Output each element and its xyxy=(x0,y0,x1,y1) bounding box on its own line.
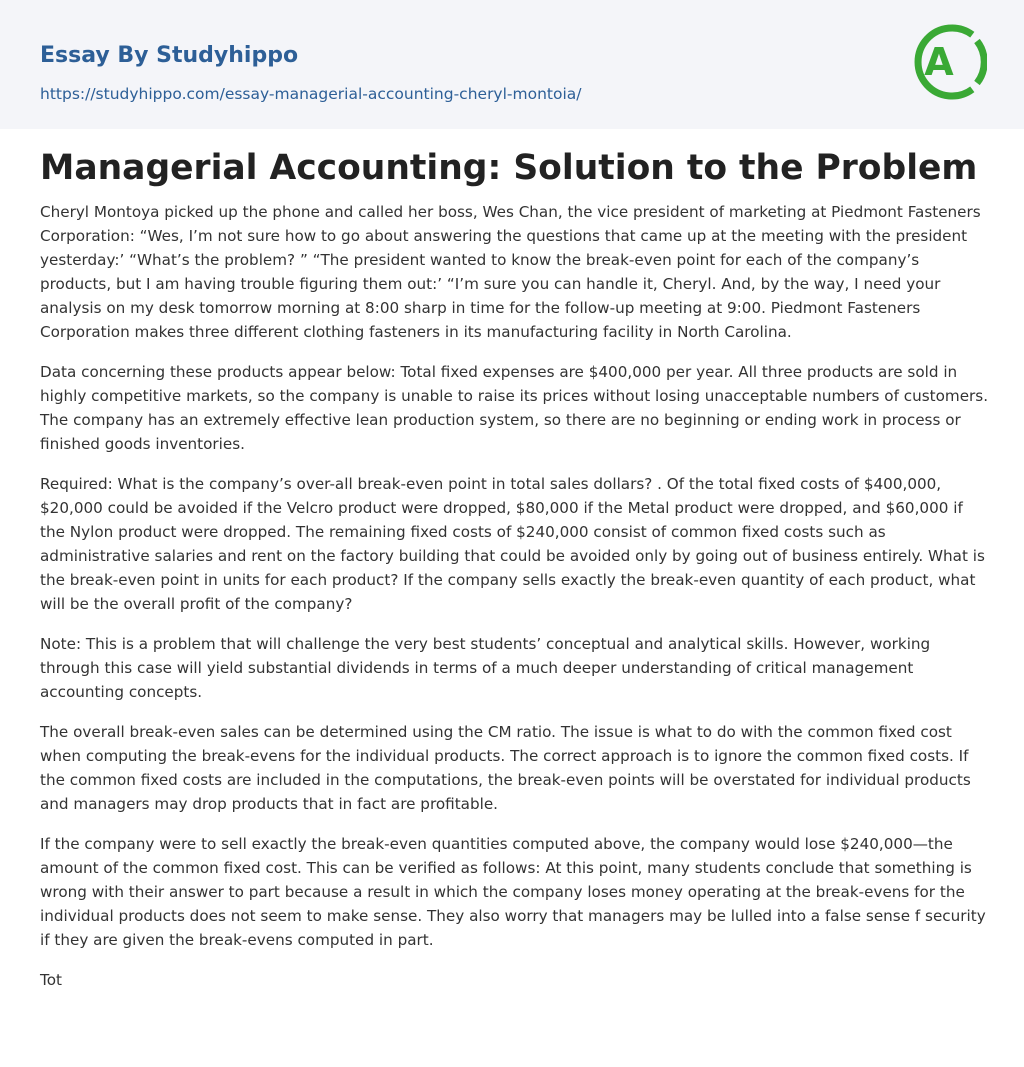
studyhippo-logo-icon[interactable] xyxy=(911,18,987,106)
article-body xyxy=(40,140,990,1008)
paragraph: Cheryl Montoya picked up the phone and called her boss, Wes Chan, the vice president of marketing at Piedmont Fasteners Corporation: “Wes, I’m not sure how to go about answering the questions that came up at the meeting with the president yesterday:’ “What’s the problem? ” “The president wanted to know the break-even point for each of the company’s products, but I am having trouble figuring them out:’ “I’m sure you can handle it, Cheryl. And, by the way, I need your analysis on my desk tomorrow morning at 8:00 sharp in time for the follow-up meeting at 9:00. Piedmont Fasteners Corporation makes three different clothing fasteners in its manufacturing facility in North Carolina. xyxy=(40,203,981,341)
paragraph: Required: What is the company’s over-all break-even point in total sales dollars? . Of the total fixed costs of $400,000, $20,000 could be avoided if the Velcro product were dropped, $80,000 if the Metal product were dropped, and $60,000 if the Nylon product were dropped. The remaining fixed costs of $240,000 consist of common fixed costs such as administrative salaries and rent on the factory building that could be avoided only by going out of business entirely. What is the break-even point in units for each product? If the company sells exactly the break-even quantity of each product, what will be the overall profit of the company? xyxy=(40,475,985,613)
paragraph: Tot xyxy=(40,971,62,989)
site-header xyxy=(0,0,1024,129)
site-title[interactable]: Essay By Studyhippo xyxy=(40,43,299,68)
page-title: Managerial Accounting: Solution to the Problem xyxy=(40,148,978,188)
essay-url-link[interactable]: https://studyhippo.com/essay-managerial-accounting-cheryl-montoia/ xyxy=(40,85,582,103)
paragraph: The overall break-even sales can be determined using the CM ratio. The issue is what to do with the common fixed cost when computing the break-evens for the individual products. The correct approach is to ignore the common fixed costs. If the common fixed costs are included in the computations, the break-even points will be overstated for individual products and managers may drop products that in fact are profitable. xyxy=(40,723,971,813)
paragraph: Data concerning these products appear below: Total fixed expenses are $400,000 per year. All three products are sold in highly competitive markets, so the company is unable to raise its prices without losing unacceptable numbers of customers. The company has an extremely effective lean production system, so there are no beginning or ending work in process or finished goods inventories. xyxy=(40,363,989,453)
paragraph: If the company were to sell exactly the break-even quantities computed above, the company would lose $240,000—the amount of the common fixed cost. This can be verified as follows: At this point, many students conclude that something is wrong with their answer to part because a result in which the company loses money operating at the break-evens for the individual products does not seem to make sense. They also worry that managers may be lulled into a false sense f security if they are given the break-evens computed in part. xyxy=(40,835,986,949)
paragraph: Note: This is a problem that will challenge the very best students’ conceptual and analytical skills. However, working through this case will yield substantial dividends in terms of a much deeper understanding of critical management accounting concepts. xyxy=(40,635,931,701)
logo-letter: A xyxy=(924,40,954,84)
